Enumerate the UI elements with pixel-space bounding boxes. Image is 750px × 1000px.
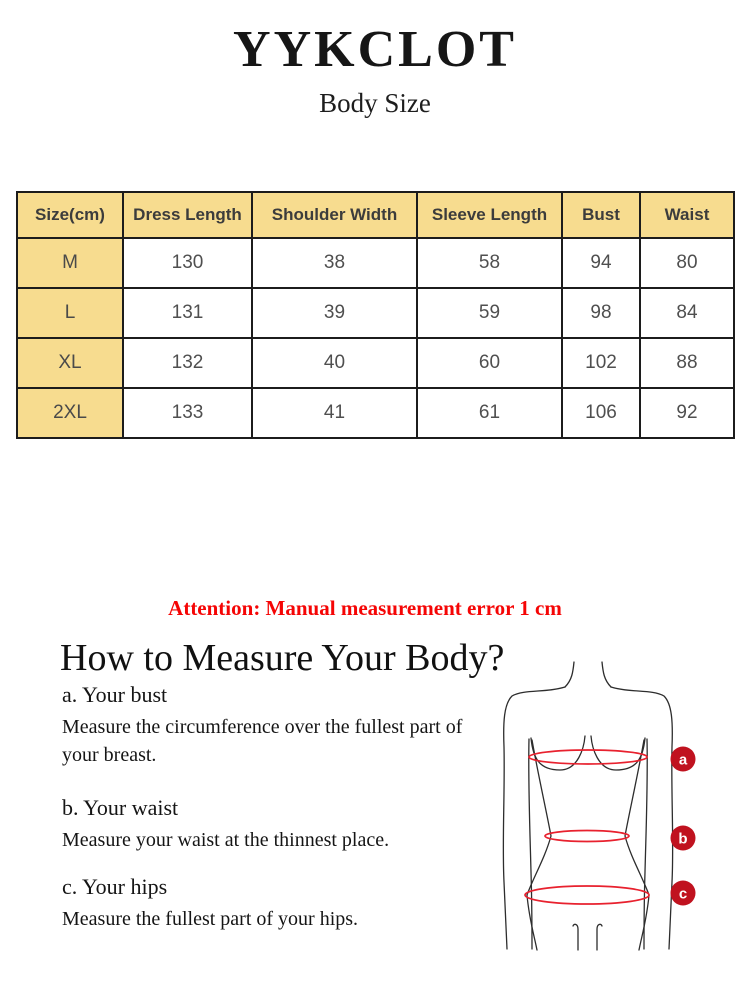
- waist-measure-line: [545, 831, 629, 842]
- table-row-xl: [17, 338, 734, 388]
- value-cell: 59: [417, 288, 562, 338]
- table-row-l: [17, 288, 734, 338]
- section-bust: [62, 682, 502, 769]
- attention-note: Attention: Manual measurement error 1 cm: [168, 596, 562, 620]
- crotch-detail: [573, 924, 578, 950]
- table-header-row: [17, 192, 734, 238]
- section-description: Measure the fullest part of your hips.: [62, 908, 359, 930]
- value-cell: 88: [640, 338, 734, 388]
- neck-outline: [565, 662, 574, 687]
- value-cell: 132: [123, 338, 252, 388]
- page-subtitle: Body Size: [319, 88, 431, 118]
- right-arm-outline: [611, 687, 673, 949]
- header-cell-shoulder-width: Shoulder Width: [252, 192, 417, 238]
- value-cell: 133: [123, 388, 252, 438]
- value-cell: 38: [252, 238, 417, 288]
- marker-a-badge: [671, 747, 696, 772]
- svg-text:b: b: [678, 830, 688, 848]
- marker-c-badge: [671, 881, 696, 906]
- table-row-2xl: [17, 388, 734, 438]
- header-cell-waist: Waist: [640, 192, 734, 238]
- header-cell-dress-length: Dress Length: [123, 192, 252, 238]
- header-cell-size: Size(cm): [17, 192, 123, 238]
- hip-measure-line: [525, 886, 649, 904]
- svg-text:a: a: [678, 751, 688, 769]
- value-cell: 61: [417, 388, 562, 438]
- section-description: Measure the circumference over the fullest part of your breast.: [62, 716, 463, 766]
- value-cell: 92: [640, 388, 734, 438]
- crotch-detail: [597, 924, 602, 950]
- value-cell: 102: [562, 338, 640, 388]
- brand-title: YYKCLOT: [233, 21, 517, 78]
- table-row-m: [17, 238, 734, 288]
- left-arm-outline: [503, 687, 565, 949]
- neck-outline: [602, 662, 611, 687]
- size-cell: 2XL: [17, 388, 123, 438]
- value-cell: 98: [562, 288, 640, 338]
- value-cell: 131: [123, 288, 252, 338]
- section-description: Measure your waist at the thinnest place.: [62, 829, 390, 851]
- how-to-title: How to Measure Your Body?: [60, 637, 505, 679]
- value-cell: 106: [562, 388, 640, 438]
- section-label: b. Your waist: [62, 795, 179, 820]
- value-cell: 41: [252, 388, 417, 438]
- header-cell-bust: Bust: [562, 192, 640, 238]
- size-cell: L: [17, 288, 123, 338]
- value-cell: 60: [417, 338, 562, 388]
- value-cell: 58: [417, 238, 562, 288]
- header-cell-sleeve-length: Sleeve Length: [417, 192, 562, 238]
- value-cell: 80: [640, 238, 734, 288]
- section-hips: [62, 874, 502, 933]
- size-table: [16, 191, 735, 439]
- value-cell: 94: [562, 238, 640, 288]
- marker-b-badge: [671, 826, 696, 851]
- section-label: c. Your hips: [62, 874, 168, 899]
- value-cell: 130: [123, 238, 252, 288]
- bust-measure-line: [529, 750, 647, 764]
- value-cell: 40: [252, 338, 417, 388]
- size-cell: M: [17, 238, 123, 288]
- section-label: a. Your bust: [62, 682, 168, 707]
- value-cell: 39: [252, 288, 417, 338]
- body-figure: [480, 652, 740, 952]
- section-waist: [62, 795, 502, 854]
- svg-text:c: c: [678, 885, 688, 903]
- value-cell: 84: [640, 288, 734, 338]
- size-cell: XL: [17, 338, 123, 388]
